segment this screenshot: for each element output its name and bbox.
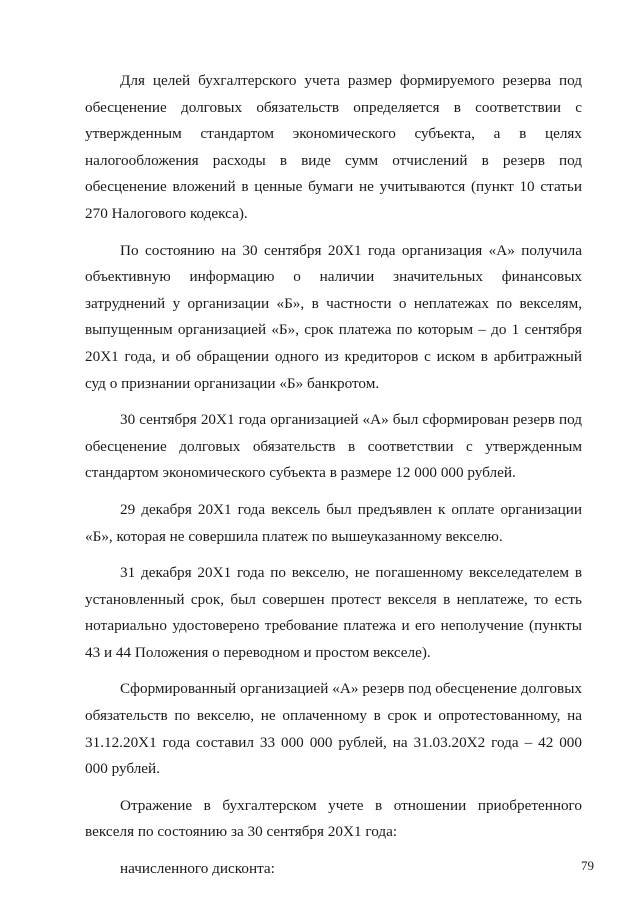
paragraph-financial-difficulties: По состоянию на 30 сентября 20Х1 года организация «А» получила объективную информацию о наличии значительных финансовых затруднений у организации «Б», в частности о неплатежах по векселям, выпущенным организацией «Б», срок платежа по которым – до 1 сентября 20Х1 года, и об обращении одного из кредиторов с иском в арбитражный суд о признании организации «Б» банкротом.: [85, 241, 582, 392]
paragraph-bill-protest: 31 декабря 20Х1 года по векселю, не погашенному векселедателем в установленный срок, был совершен протест векселя в неплатеже, то есть нотариально удостоверено требование платежа и его неполучение (пункты 43 и 44 Положения о переводном и простом векселе).: [85, 564, 582, 661]
paragraph-reserve-amounts: Сформированный организацией «А» резерв под обесценение долговых обязательств по векселю, не оплаченному в срок и опротестованному, на 31.12.20Х1 года составил 33 000 000 рублей, на 31.03.20Х2 года – 42 000 000 рублей.: [85, 680, 582, 778]
paragraph-accounting-entry: Отражение в бухгалтерском учете в отношении приобретенного векселя по состоянию за 30 сентября 20Х1 года:: [85, 796, 582, 841]
paragraph-accrued-discount: начисленного дисконта:: [120, 860, 275, 878]
paragraph-reserve-formed: 30 сентября 20Х1 года организацией «А» был сформирован резерв под обесценение долговых обязательств в соответствии с утвержденным стандартом экономического субъекта в размере 12 000 000 рублей.: [85, 411, 582, 482]
body-text: [85, 68, 582, 883]
page-number: 79: [581, 858, 594, 873]
paragraph-reserve-purpose: Для целей бухгалтерского учета размер формируемого резерва под обесценение долговых обязательств определяется в соответствии с утвержденным стандартом экономического субъекта, а в целях налогообложения расходы в виде сумм отчислений в резерв под обесценение вложений в ценные бумаги не учитываются (пункт 10 статьи 270 Налогового кодекса).: [85, 72, 582, 222]
paragraph-bill-presented: 29 декабря 20Х1 года вексель был предъявлен к оплате организации «Б», которая не совершила платеж по вышеуказанному векселю.: [85, 500, 582, 545]
